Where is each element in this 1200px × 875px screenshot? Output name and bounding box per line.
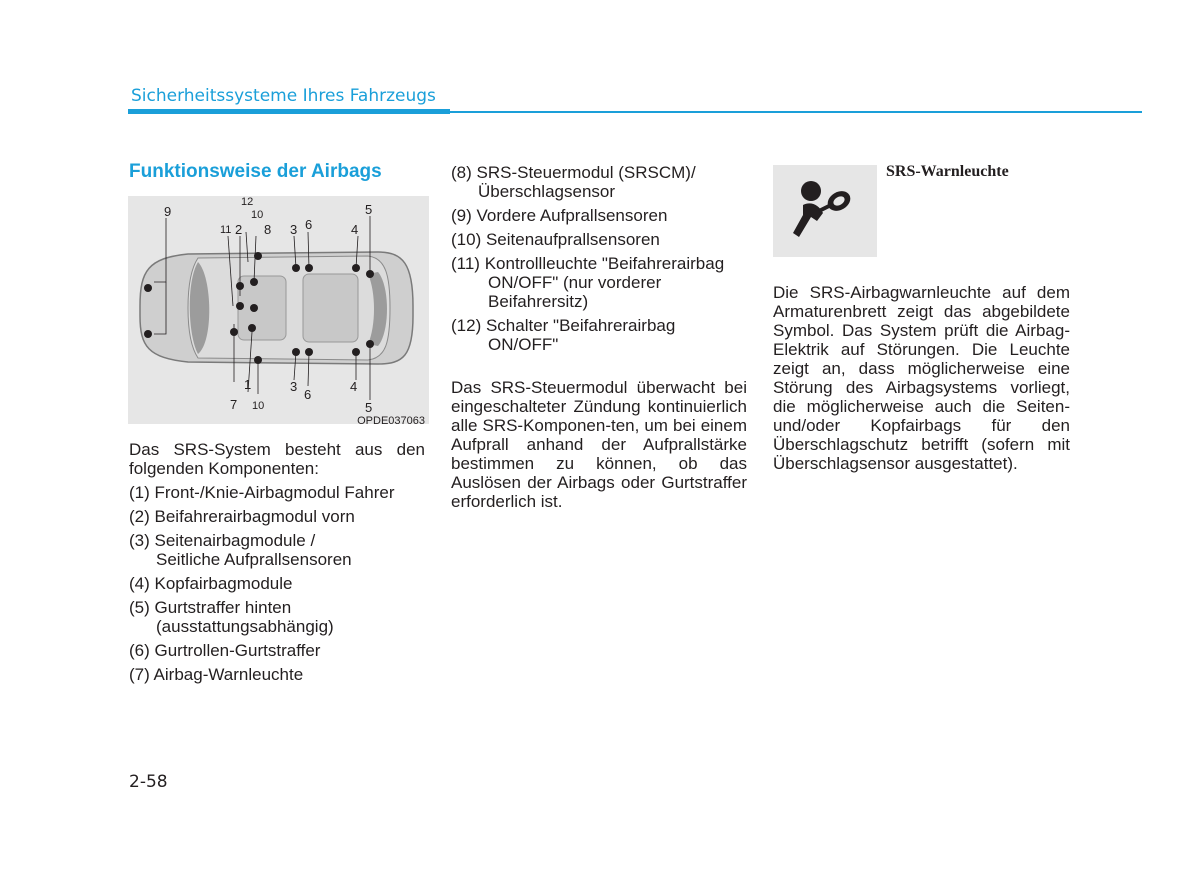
sensor-dot: [254, 356, 262, 364]
label-10-top: 10: [251, 209, 264, 221]
list-item: (2) Beifahrerairbagmodul vorn: [129, 507, 355, 526]
list-item: (3) Seitenairbagmodule / Seitliche Aufprallsensoren: [129, 531, 352, 569]
sensor-dot: [292, 348, 300, 356]
warning-paragraph: Die SRS-Airbagwarnleuchte auf dem Armaturenbrett zeigt das abgebildete Symbol. Das System prüft die Airbag-Elektrik auf Störungen. Die Leuchte zeigt an, dass möglicherweise eine Störung des Airbagsystems vorliegt, die möglicherweise auch die Seiten- und/oder Kopfairbags für den Überschlagschutz betrifft (sofern mit Überschlagsensor ausgestattet).: [773, 283, 1070, 473]
list-item: (5) Gurtstraffer hinten (ausstattungsabhängig): [129, 598, 334, 636]
sensor-dot: [250, 304, 258, 312]
sensor-dot: [144, 284, 152, 292]
list-item: (10) Seitenaufprallsensoren: [451, 230, 660, 249]
column-1: [129, 440, 425, 684]
sensor-dot: [254, 252, 262, 260]
car-cabin: [188, 256, 390, 360]
column-2: [451, 163, 747, 511]
warning-title: SRS-Warnleuchte: [886, 163, 1009, 180]
label-8: 8: [264, 222, 272, 237]
sensor-dot: [352, 264, 360, 272]
label-4-bottom: 4: [350, 379, 358, 394]
label-12: 12: [241, 196, 254, 208]
car-diagram: [128, 196, 429, 424]
sensor-dot: [305, 264, 313, 272]
label-4-top: 4: [351, 222, 359, 237]
list-item: (4) Kopfairbagmodule: [129, 574, 293, 593]
section-title: Funktionsweise der Airbags: [129, 161, 382, 182]
front-seats: [238, 276, 286, 340]
page-number: 2-58: [129, 772, 168, 792]
sensor-dot: [305, 348, 313, 356]
sensor-dot: [366, 270, 374, 278]
sensor-dot: [352, 348, 360, 356]
list-item: (9) Vordere Aufprallsensoren: [451, 206, 668, 225]
label-3-top: 3: [290, 222, 298, 237]
sensor-dot: [248, 324, 256, 332]
label-2: 2: [235, 222, 243, 237]
label-6-top: 6: [305, 217, 313, 232]
list-item: (11) Kontrollleuchte "Beifahrerairbag ON/OFF" (nur vorderer Beifahrersitz): [451, 254, 725, 311]
header-rule-accent: [128, 109, 450, 114]
list-item: (6) Gurtrollen-Gurtstraffer: [129, 641, 321, 660]
label-10-bottom: 10: [252, 400, 265, 412]
component-list-2: [451, 163, 747, 354]
intro-text: Das SRS-System besteht aus den folgenden Komponenten:: [129, 440, 425, 478]
srs-paragraph: Das SRS-Steuermodul überwacht bei eingeschalteter Zündung kontinuierlich alle SRS-Komponen-ten, um bei einem Aufprall anhand der Aufprallstärke bestimmen zu können, ob das Auslösen der Airbags oder Gurtstraffer erforderlich ist.: [451, 378, 747, 511]
label-3-bottom: 3: [290, 379, 298, 394]
label-6-bottom: 6: [304, 387, 312, 402]
list-item: (7) Airbag-Warnleuchte: [129, 665, 304, 684]
sensor-dot: [230, 328, 238, 336]
sensor-dot: [366, 340, 374, 348]
label-1: 1: [244, 377, 252, 392]
list-item: (1) Front-/Knie-Airbagmodul Fahrer: [129, 483, 395, 502]
list-item: (8) SRS-Steuermodul (SRSCM)/ Überschlagsensor: [451, 163, 696, 201]
component-list-1: [129, 483, 425, 684]
rear-seats: [303, 274, 358, 342]
list-item: (12) Schalter "Beifahrerairbag ON/OFF": [451, 316, 676, 354]
label-9: 9: [164, 204, 172, 219]
label-5-top: 5: [365, 202, 373, 217]
label-7: 7: [230, 397, 238, 412]
sensor-dot: [236, 302, 244, 310]
sensor-dot: [236, 282, 244, 290]
label-5-bottom: 5: [365, 400, 373, 415]
column-3: [773, 283, 1070, 473]
sensor-dot: [292, 264, 300, 272]
warning-symbol-box: [773, 165, 877, 257]
sensor-dot: [250, 278, 258, 286]
airbag-warning-icon: [773, 165, 877, 257]
label-11: 11: [220, 224, 232, 236]
sensor-dot: [144, 330, 152, 338]
airbag-layout-figure: [128, 196, 429, 427]
header-title: Sicherheitssysteme Ihres Fahrzeugs: [131, 86, 436, 106]
figure-code: OPDE037063: [357, 415, 425, 427]
